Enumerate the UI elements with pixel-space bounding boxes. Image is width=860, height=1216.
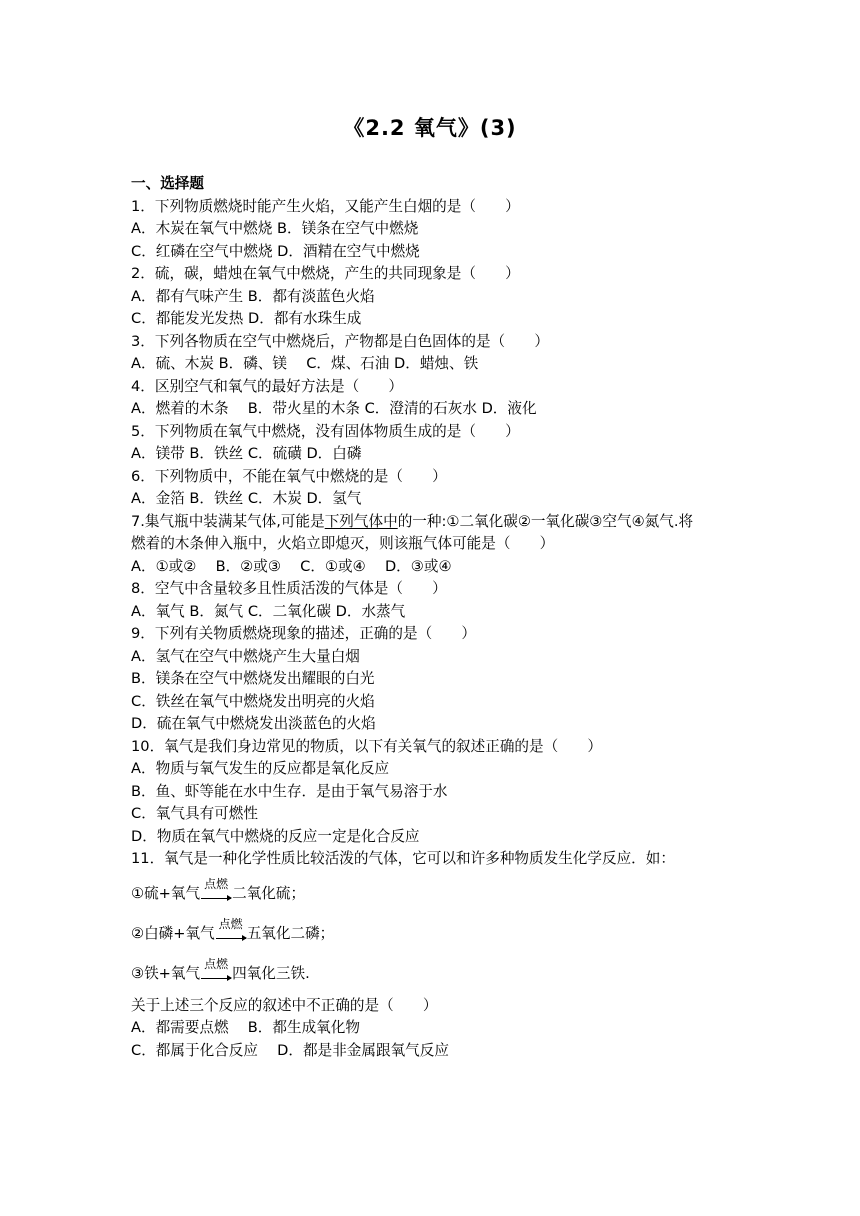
q3-stem: 3．下列各物质在空气中燃烧后，产物都是白色固体的是（ ）: [131, 332, 549, 350]
q11-options-cd: C．都属于化合反应 D．都是非金属跟氧气反应: [131, 1041, 449, 1059]
reaction-2: [131, 916, 751, 945]
q2-options-cd: C．都能发光发热 D．都有水珠生成: [131, 310, 362, 327]
q9-option-c: C．铁丝在氧气中燃烧发出明亮的火焰: [131, 692, 375, 710]
q7-stem-part2: 的一种:①二氧化碳②一氧化碳③空气④氮气.将: [397, 512, 694, 530]
reaction-arrow-icon: [201, 956, 231, 985]
reaction-3-reactants: ③铁+氧气: [131, 964, 201, 982]
ignition-condition: 点燃: [218, 916, 243, 931]
q7-underlined-text: 下列气体中: [324, 512, 398, 530]
q10-option-c: C．氧气具有可燃性: [131, 805, 258, 822]
reaction-2-product: 五氧化二磷；: [246, 924, 335, 942]
ignition-condition: 点燃: [204, 876, 229, 891]
q1-options-ab: A．木炭在氧气中燃烧 B．镁条在空气中燃烧: [131, 220, 419, 237]
document-title: 《2.2 氧气》(3): [343, 116, 517, 140]
q6-stem: 6．下列物质中，不能在氧气中燃烧的是（ ）: [131, 467, 447, 485]
q5-options: A．镁带 B．铁丝 C．硫磺 D．白磷: [131, 445, 362, 462]
q9-option-b: B．镁条在空气中燃烧发出耀眼的白光: [131, 670, 375, 687]
q6-options: A．金箔 B．铁丝 C．木炭 D．氢气: [131, 490, 362, 507]
q1-stem: 1．下列物质燃烧时能产生火焰，又能产生白烟的是（ ）: [131, 197, 520, 215]
reaction-1-reactants: ①硫+氧气: [131, 884, 201, 902]
q4-stem: 4．区别空气和氧气的最好方法是（ ）: [131, 377, 403, 395]
q7-stem-line2: 燃着的木条伸入瓶中，火焰立即熄灭，则该瓶气体可能是（ ）: [131, 535, 555, 552]
q2-options-ab: A．都有气味产生 B．都有淡蓝色火焰: [131, 287, 375, 305]
q10-option-d: D．物质在氧气中燃烧的反应一定是化合反应: [131, 827, 420, 845]
q10-option-a: A．物质与氧气发生的反应都是氧化反应: [131, 760, 390, 777]
q4-options: A．燃着的木条 B．带火星的木条 C．澄清的石灰水 D．液化: [131, 400, 537, 417]
q11-stem: 11．氧气是一种化学性质比较活泼的气体，它可以和许多种物质发生化学反应．如：: [131, 850, 675, 867]
q9-stem: 9．下列有关物质燃烧现象的描述，正确的是（ ）: [131, 625, 476, 642]
reaction-3: [131, 956, 751, 985]
reaction-3-product: 四氧化三铁.: [232, 964, 310, 982]
q7-stem-line1: [131, 511, 751, 534]
q7-options: A．①或② B．②或③ C．①或④ D．③或④: [131, 557, 452, 575]
reaction-arrow-icon: [216, 916, 246, 945]
q10-stem: 10．氧气是我们身边常见的物质，以下有关氧气的叙述正确的是（ ）: [131, 737, 602, 755]
q9-option-d: D．硫在氧气中燃烧发出淡蓝色的火焰: [131, 715, 376, 732]
question-list: [131, 173, 751, 1062]
q10-option-b: B．鱼、虾等能在水中生存．是由于氧气易溶于水: [131, 782, 448, 800]
reaction-arrow-icon: [201, 876, 231, 905]
section-heading: 一、选择题: [131, 175, 204, 192]
q3-options: A．硫、木炭 B．磷、镁 C．煤、石油 D．蜡烛、铁: [131, 355, 479, 372]
q2-stem: 2．硫，碳，蜡烛在氧气中燃烧，产生的共同现象是（ ）: [131, 265, 520, 282]
q7-stem-part1: 7.集气瓶中装满某气体,可能是: [131, 512, 325, 530]
q11-stem-line2: 关于上述三个反应的叙述中不正确的是（ ）: [131, 996, 438, 1014]
q1-options-cd: C．红磷在空气中燃烧 D．酒精在空气中燃烧: [131, 242, 420, 260]
q9-option-a: A．氢气在空气中燃烧产生大量白烟: [131, 647, 360, 665]
ignition-condition: 点燃: [204, 956, 229, 971]
q8-stem: 8．空气中含量较多且性质活泼的气体是（ ）: [131, 580, 447, 597]
q8-options: A．氧气 B．氮气 C．二氧化碳 D．水蒸气: [131, 602, 406, 620]
reaction-2-reactants: ②白磷+氧气: [131, 924, 215, 942]
q11-options-ab: A．都需要点燃 B．都生成氧化物: [131, 1019, 360, 1036]
reaction-1-product: 二氧化硫；: [232, 884, 306, 902]
reaction-1: [131, 876, 751, 905]
q5-stem: 5．下列物质在氧气中燃烧，没有固体物质生成的是（ ）: [131, 422, 520, 440]
